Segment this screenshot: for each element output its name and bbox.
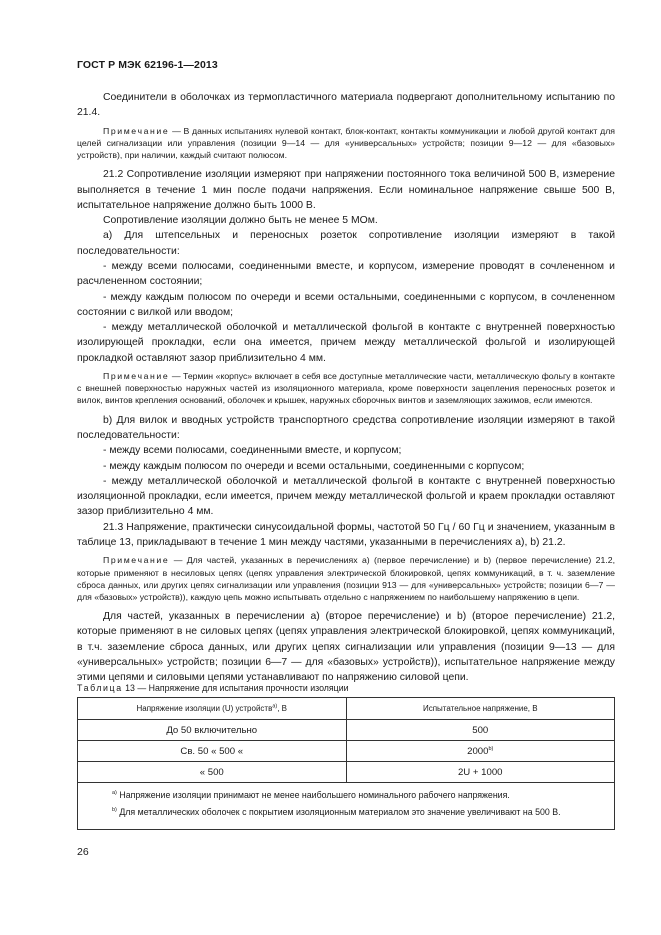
note-text: — Термин «корпус» включает в себя все доступные металлические части, металлическую фольгу в контакте с внешней поверхностью наружных частей из изоляционного материала, кроме поверхности зацепления переносных розеток и вилок, винтов крепления оснований, оболочек и крышек, наружных сборочных винтов и заземляющих зажимов, если имеются. [77, 371, 615, 406]
document-header: ГОСТ Р МЭК 62196-1—2013 [77, 59, 218, 71]
list-item: - между металлической оболочкой и металлической фольгой в контакте с внутренней поверхностью изолирующей прокладки, если она имеется, причем между металлической фольгой и изолирующей прокладкой оставляют зазор приблизительно 4 мм. [77, 322, 615, 364]
paragraph: b) Для вилок и вводных устройств транспортного средства сопротивление изоляции измеряют в такой последовательности: [77, 414, 615, 441]
table-cell: 500 [346, 720, 615, 741]
list-item: - между всеми полюсами, соединенными вместе, и корпусом; [103, 445, 402, 457]
list-item: - между металлической оболочкой и металлической фольгой в контакте с внутренней поверхностью изоляционной прокладки, если имеется, причем между металлической фольгой и краем прокладки оставляют зазор приблизительно 4 мм. [77, 475, 615, 518]
list-item: - между всеми полюсами, соединенными вместе, и корпусом, измерение проводят в сочлененном и расчлененном состоянии; [77, 260, 615, 288]
note-text: — Для частей, указанных в перечислениях а) (первое перечисление) и b) (первое перечисление) 21.2, которые применяют в несиловых цепях (цепях управления электрической блокировкой, цепях коммуникаций, в т. ч. заземление сброса данных, или других цепях сигнализации или управления (позиции 913 — для «универсальных» устройств; позиции 6—7 — для «базовых» устройств)), каждую цепь можно испытывать отдельно с напряжением по наибольшему напряжению в цепи. [77, 555, 615, 602]
table-cell: До 50 включительно [78, 720, 347, 741]
table-footnote-row [78, 783, 615, 830]
voltage-table [77, 697, 615, 830]
table-label: Таблица [77, 683, 123, 693]
note [77, 554, 615, 603]
table-row [78, 720, 615, 741]
table-caption [77, 683, 349, 693]
note-label: Примечание [103, 555, 170, 566]
table-cell: 2U + 1000 [346, 762, 615, 783]
table-footnotes [78, 783, 615, 830]
note [77, 370, 615, 407]
paragraph: Сопротивление изоляции должно быть не менее 5 МОм. [103, 215, 378, 227]
paragraph: 21.2 Сопротивление изоляции измеряют при напряжении постоянного тока величиной 500 В, измерение выполняется в течение 1 мин после подачи напряжения. Если номинальное напряжение свыше 500 В, испытательное напряжение должно быть 1000 В. [77, 169, 615, 211]
note-label: Примечание [103, 371, 170, 382]
page-number: 26 [77, 846, 89, 858]
column-header: Испытательное напряжение, В [346, 698, 615, 720]
table-caption-text: 13 — Напряжение для испытания прочности изоляции [125, 683, 349, 693]
note [77, 125, 615, 162]
note-text: — В данных испытаниях нулевой контакт, блок-контакт, контакты коммуникации и любой другой контакт для целей сигнализации или управления (позиции 9—14 — для «универсальных» устройств; позиции 9—12 — для «базовых» устройств), при наличии, каждый считают полюсом. [77, 125, 615, 160]
table-row [78, 762, 615, 783]
table-cell: « 500 [78, 762, 347, 783]
paragraph: 21.3 Напряжение, практически синусоидальной формы, частотой 50 Гц / 60 Гц и значением, указанным в таблице 13, прикладывают в течение 1 мин между частями, указанными в перечислениях а), b) 21.2. [77, 521, 615, 549]
paragraph: а) Для штепсельных и переносных розеток сопротивление изоляции измеряют в такой последовательности: [77, 230, 615, 257]
list-item: - между каждым полюсом по очереди и всеми остальными, соединенными с корпусом, в сочлененном состоянии с вилкой или вводом; [77, 291, 615, 318]
table-row [78, 741, 615, 762]
column-header: Напряжение изоляции (U) устройств$^{a)}$, В [78, 698, 347, 720]
paragraph: Соединители в оболочках из термопластичного материала подвергают дополнительному испытанию по 21.4. [77, 92, 615, 119]
footnote: $^{a)}$ Напряжение изоляции принимают не менее наибольшего номинального рабочего напряжения. [112, 790, 510, 800]
note-label: Примечание [103, 125, 170, 136]
paragraph: Для частей, указанных в перечислении а) (второе перечисление) и b) (второе перечисление) 21.2, которые применяют в не силовых цепях (цепях управления электрической блокировкой, цепях коммуникаций, в т.ч. заземление сброса данных, или других цепях сигнализации или управления (позиции 9—13 — для «универсальных» устройств; позиции 6—7 — для «базовых» устройств)), испытательное напряжение между этими цепями и силовыми цепями устанавливают по напряжению силовой цепи. [77, 611, 615, 684]
table-header-row [78, 698, 615, 720]
table-cell: 2000$^{b)}$ [346, 741, 615, 762]
list-item: - между каждым полюсом по очереди и всеми остальными, соединенными с корпусом; [103, 460, 525, 472]
table-cell: Св. 50 « 500 « [78, 741, 347, 762]
footnote: $^{b)}$ Для металлических оболочек с покрытием изоляционным материалом это значение увеличивают на 500 В. [112, 807, 561, 817]
main-text [77, 90, 615, 686]
